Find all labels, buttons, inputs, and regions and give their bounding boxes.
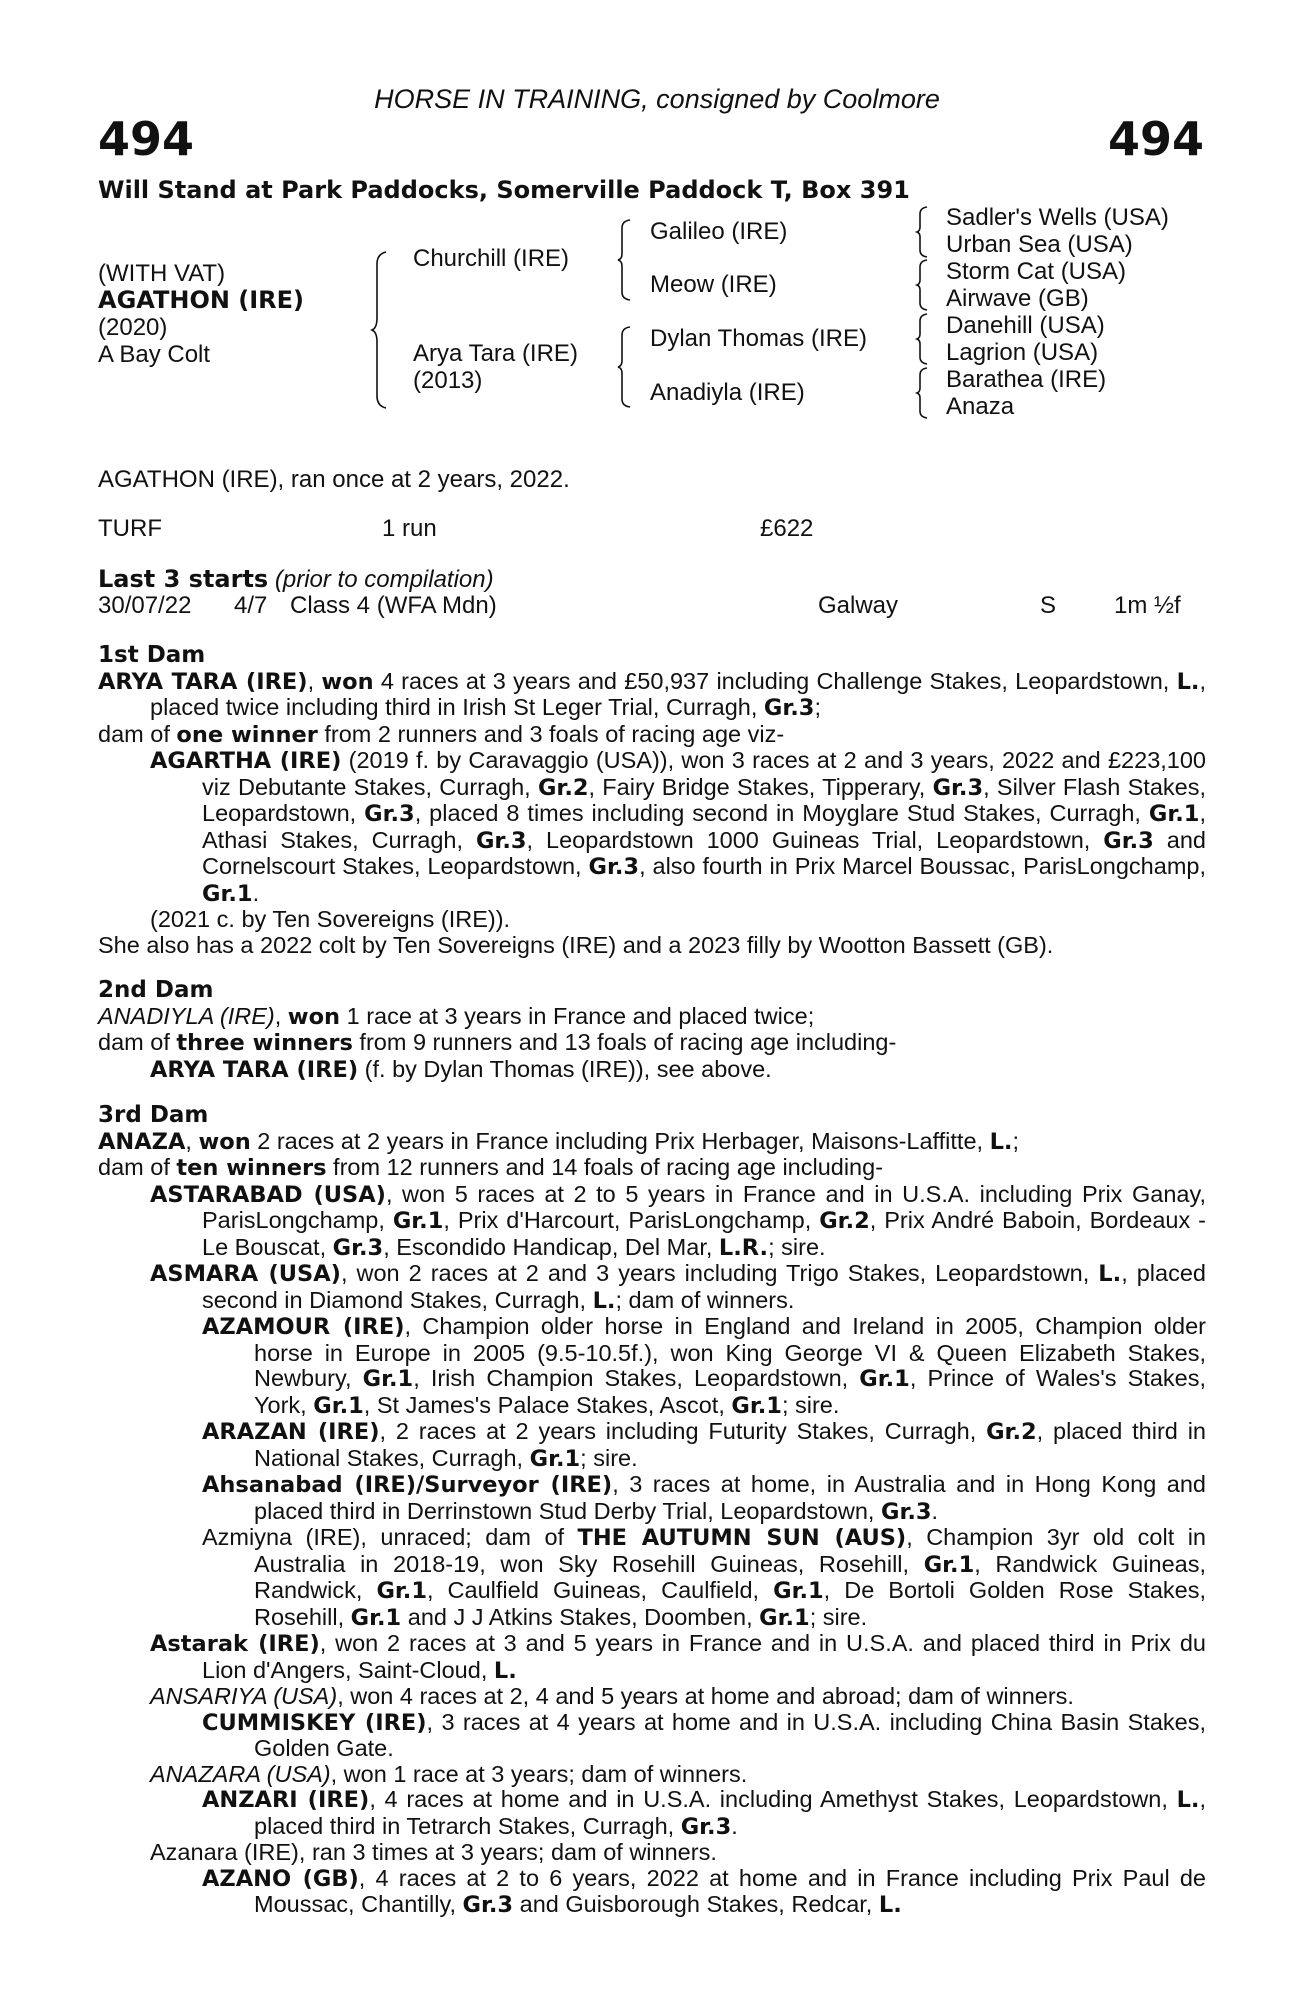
progeny-azano: AZANO (GB), 4 races at 2 to 6 years, 2022 at home and in France including Prix Paul de Moussac, Chantilly, Gr.3 and Guisborough Stakes, Redcar, L. [202,1864,1207,1918]
race-record-summary: AGATHON (IRE), ran once at 2 years, 2022. [98,466,570,493]
third-dam-produce-summary: dam of ten winners from 12 runners and 14 foals of racing age including- [98,1154,884,1181]
first-dam-heading: 1st Dam [98,642,206,668]
consignment-heading: HORSE IN TRAINING, consigned by Coolmore [374,84,940,114]
progeny-ahsanabad: Ahsanabad (IRE)/Surveyor (IRE), 3 races at home, in Australia and in Hong Kong and placed third in Derrinstown Stud Derby Trial, Leopardstown, Gr.3. [202,1471,1206,1525]
progeny-anzari: ANZARI (IRE), 4 races at home and in U.S.A. including Amethyst Stakes, Leopardstown, L., placed third in Tetrarch Stakes, Curragh, Gr.3. [202,1786,1206,1840]
pedigree-brace-main [370,250,390,410]
third-dam-record: ANAZA, won 2 races at 2 years in France including Prix Herbager, Maisons-Laffitte, L.; [98,1127,1020,1155]
start-date: 30/07/22 [98,592,192,619]
last-starts-heading: Last 3 starts (prior to compilation) [98,565,494,593]
pedigree-g3-1: Sadler's Wells (USA) [946,204,1169,231]
progeny-asmara: ASMARA (USA), won 2 races at 2 and 3 years including Trigo Stakes, Leopardstown, L., placed second in Diamond Stakes, Curragh, L.; dam of winners. [150,1260,1206,1314]
lot-number-left: 494 [98,112,195,166]
progeny-2021-colt: (2021 c. by Ten Sovereigns (IRE)). [150,906,511,932]
start-going: S [1040,592,1057,619]
pedigree-brace-g3-1 [915,205,931,259]
second-dam-record: ANADIYLA (IRE), won 1 race at 3 years in France and placed twice; [98,1002,815,1030]
vat-note: (WITH VAT) [98,260,226,287]
first-dam-younger-stock: She also has a 2022 colt by Ten Sovereigns (IRE) and a 2023 filly by Wootton Bassett (GB). [98,931,1054,958]
pedigree-brace-g3-3 [915,312,931,366]
pedigree-g3-5: Danehill (USA) [946,312,1105,339]
first-dam-produce-summary: dam of one winner from 2 runners and 3 foals of racing age viz- [98,720,785,748]
pedigree-g3-8: Anaza [946,393,1015,420]
pedigree-g3-7: Barathea (IRE) [946,366,1107,393]
pedigree-g3-3: Storm Cat (USA) [946,258,1127,285]
start-race: Class 4 (WFA Mdn) [290,592,497,619]
pedigree-dam-sire: Dylan Thomas (IRE) [650,325,867,352]
record-runs: 1 run [382,515,437,542]
pedigree-sire: Churchill (IRE) [413,245,570,272]
pedigree-g3-6: Lagrion (USA) [946,339,1099,366]
pedigree-g3-4: Airwave (GB) [946,285,1089,312]
progeny-astarak: Astarak (IRE), won 2 races at 3 and 5 years in France and in U.S.A. and placed third in Prix du Lion d'Angers, Saint-Cloud, L. [150,1630,1206,1684]
lot-number-right: 494 [1107,112,1204,166]
second-dam-heading: 2nd Dam [98,977,214,1003]
horse-name: AGATHON (IRE) [98,286,305,314]
record-earnings: £622 [760,515,814,542]
progeny-azanara: Azanara (IRE), ran 3 times at 3 years; dam of winners. [150,1839,717,1865]
pedigree-brace-sire [616,218,634,302]
foaling-year: (2020) [98,314,168,341]
pedigree-dam-dam: Anadiyla (IRE) [650,379,805,406]
progeny-azmiyna: Azmiyna (IRE), unraced; dam of THE AUTUMN SUN (AUS), Champion 3yr old colt in Australia in 2018-19, won Sky Rosehill Guineas, Rosehill, Gr.1, Randwick Guineas, Randwick, Gr.1, Caulfield Guineas, Caulfield, Gr.1, De Bortoli Golden Rose Stakes, Rosehill, Gr.1 and J J Atkins Stakes, Doomben, Gr.1; sire. [202,1524,1206,1631]
progeny-arya-tara: ARYA TARA (IRE) (f. by Dylan Thomas (IRE)), see above. [150,1055,772,1083]
second-dam-produce-summary: dam of three winners from 9 runners and 13 foals of racing age including- [98,1029,897,1056]
horse-description: A Bay Colt [98,341,211,368]
progeny-cummiskey: CUMMISKEY (IRE), 3 races at 4 years at home and in U.S.A. including China Basin Stakes, Golden Gate. [202,1708,1206,1761]
pedigree-g3-2: Urban Sea (USA) [946,231,1133,258]
pedigree-sire-dam: Meow (IRE) [650,271,777,298]
progeny-arazan: ARAZAN (IRE), 2 races at 2 years including Futurity Stakes, Curragh, Gr.2, placed third in National Stakes, Curragh, Gr.1; sire. [202,1418,1206,1472]
pedigree-sire-sire: Galileo (IRE) [650,218,788,245]
start-course: Galway [818,592,899,619]
record-surface: TURF [98,515,162,542]
progeny-ansariya: ANSARIYA (USA), won 4 races at 2, 4 and 5 years at home and abroad; dam of winners. [150,1683,1074,1709]
stabling-location: Will Stand at Park Paddocks, Somerville Paddock T, Box 391 [98,176,910,204]
pedigree-brace-g3-2 [915,258,931,312]
progeny-anazara: ANAZARA (USA), won 1 race at 3 years; dam of winners. [150,1760,748,1787]
pedigree-dam: Arya Tara (IRE) [413,340,578,367]
pedigree-brace-g3-4 [915,366,931,420]
third-dam-heading: 3rd Dam [98,1102,209,1128]
progeny-astarabad: ASTARABAD (USA), won 5 races at 2 to 5 years in France and in U.S.A. including Prix Ganay, ParisLongchamp, Gr.1, Prix d'Harcourt, ParisLongchamp, Gr.2, Prix André Baboin, Bordeaux - Le Bouscat, Gr.3, Escondido Handicap, Del Mar, L.R.; sire. [150,1180,1206,1261]
start-distance: 1m ½f [1114,592,1181,619]
start-position: 4/7 [234,592,268,619]
dam-records [98,643,1206,1919]
progeny-agartha: AGARTHA (IRE) (2019 f. by Caravaggio (USA)), won 3 races at 2 and 3 years, 2022 and £223,100 viz Debutante Stakes, Curragh, Gr.2, Fairy Bridge Stakes, Tipperary, Gr.3, Silver Flash Stakes, Leopardstown, Gr.3, placed 8 times including second in Moyglare Stud Stakes, Curragh, Gr.1, Athasi Stakes, Curragh, Gr.3, Leopardstown 1000 Guineas Trial, Leopardstown, Gr.3 and Cornelscourt Stakes, Leopardstown, Gr.3, also fourth in Prix Marcel Boussac, ParisLongchamp, Gr.1. [150,747,1207,907]
pedigree-dam-year: (2013) [413,367,483,394]
first-dam-record: ARYA TARA (IRE), won 4 races at 3 years and £50,937 including Challenge Stakes, Leopardstown, L., placed twice including third in Irish St Leger Trial, Curragh, Gr.3; [98,667,1206,721]
progeny-azamour: AZAMOUR (IRE), Champion older horse in England and Ireland in 2005, Champion older horse in Europe in 2005 (9.5-10.5f.), won King George VI & Queen Elizabeth Stakes, Newbury, Gr.1, Irish Champion Stakes, Leopardstown, Gr.1, Prince of Wales's Stakes, York, Gr.1, St James's Palace Stakes, Ascot, Gr.1; sire. [202,1313,1206,1419]
pedigree-brace-dam [616,325,634,409]
